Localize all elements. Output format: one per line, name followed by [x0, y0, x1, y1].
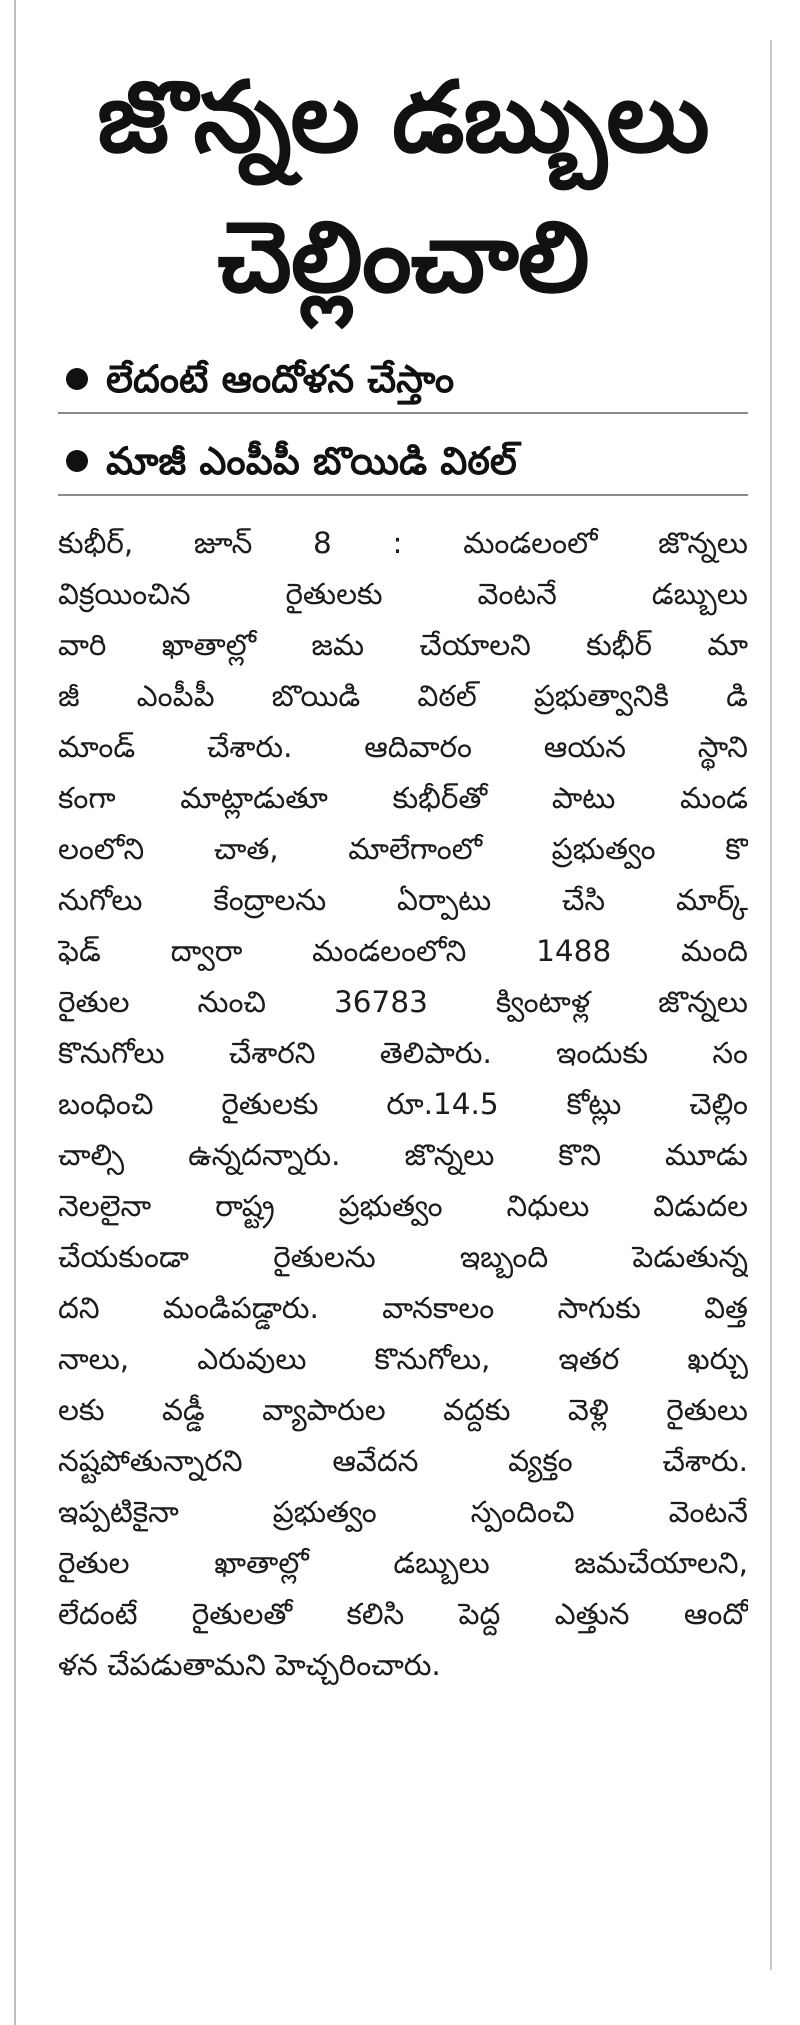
body-line: ళన చేపడుతామని హెచ్చరించారు.: [58, 1648, 441, 1682]
headline: [58, 48, 748, 328]
headline-line-1: జొన్నల డబ్బులు: [97, 61, 709, 175]
subhead-1: [58, 346, 748, 414]
body-line: వారి ఖాతాల్లో జమ చేయాలని కుభీర్ మా: [58, 628, 748, 662]
body-line: లేదంటే రైతులతో కలిసి పెద్ద ఎత్తున ఆందో: [58, 1597, 748, 1631]
body-line: చేయకుండా రైతులను ఇబ్బంది పెడుతున్న: [58, 1240, 748, 1274]
body-line: లకు వడ్డీ వ్యాపారుల వద్దకు వెళ్లి రైతులు: [58, 1393, 748, 1427]
news-article: [58, 48, 748, 1691]
article-body: [58, 518, 748, 1691]
column-rule-left: [14, 0, 16, 2025]
subhead-text: లేదంటే ఆందోళన చేస్తాం: [106, 357, 455, 401]
body-line: ఇప్పటికైనా ప్రభుత్వం స్పందించి వెంటనే: [58, 1495, 748, 1529]
body-line: రైతుల ఖాతాల్లో డబ్బులు జమచేయాలని,: [58, 1546, 748, 1580]
body-line: కంగా మాట్లాడుతూ కుభీర్‌తో పాటు మండ: [58, 781, 748, 815]
body-line: కొనుగోలు చేశారని తెలిపారు. ఇందుకు సం: [58, 1036, 748, 1070]
body-line: లంలోని చాత, మాలేగాంలో ప్రభుత్వం కొ: [58, 832, 748, 866]
body-line: ఫెడ్ ద్వారా మండలంలోని 1488 మంది: [58, 934, 748, 968]
body-line: బంధించి రైతులకు రూ.14.5 కోట్లు చెల్లిం: [58, 1087, 748, 1121]
body-line: మాండ్ చేశారు. ఆదివారం ఆయన స్థాని: [58, 730, 748, 764]
body-line: రైతుల నుంచి 36783 క్వింటాళ్ల జొన్నలు: [58, 985, 748, 1019]
body-line: నుగోలు కేంద్రాలను ఏర్పాటు చేసి మార్క్: [58, 883, 748, 917]
headline-line-2: చెల్లించాలి: [217, 201, 589, 315]
subheads: [58, 346, 748, 496]
body-line: కుభీర్, జూన్ 8 : మండలంలో జొన్నలు: [58, 526, 748, 560]
body-line: జీ ఎంపీపీ బొయిడి విఠల్ ప్రభుత్వానికి డి: [58, 679, 748, 713]
body-line: నష్టపోతున్నారని ఆవేదన వ్యక్తం చేశారు.: [58, 1444, 748, 1478]
bullet-icon: [66, 368, 88, 390]
bullet-icon: [66, 450, 88, 472]
body-line: నెలలైనా రాష్ట్ర ప్రభుత్వం నిధులు విడుదల: [58, 1189, 748, 1223]
column-rule-right: [770, 40, 772, 1970]
body-line: దని మండిపడ్డారు. వానకాలం సాగుకు విత్త: [58, 1291, 748, 1325]
subhead-text: మాజీ ఎంపీపీ బొయిడి విఠల్: [106, 439, 517, 483]
body-line: నాలు, ఎరువులు కొనుగోలు, ఇతర ఖర్చు: [58, 1342, 748, 1376]
body-line: చాల్సి ఉన్నదన్నారు. జొన్నలు కొని మూడు: [58, 1138, 748, 1172]
subhead-2: [58, 428, 748, 496]
body-line: విక్రయించిన రైతులకు వెంటనే డబ్బులు: [58, 577, 748, 611]
